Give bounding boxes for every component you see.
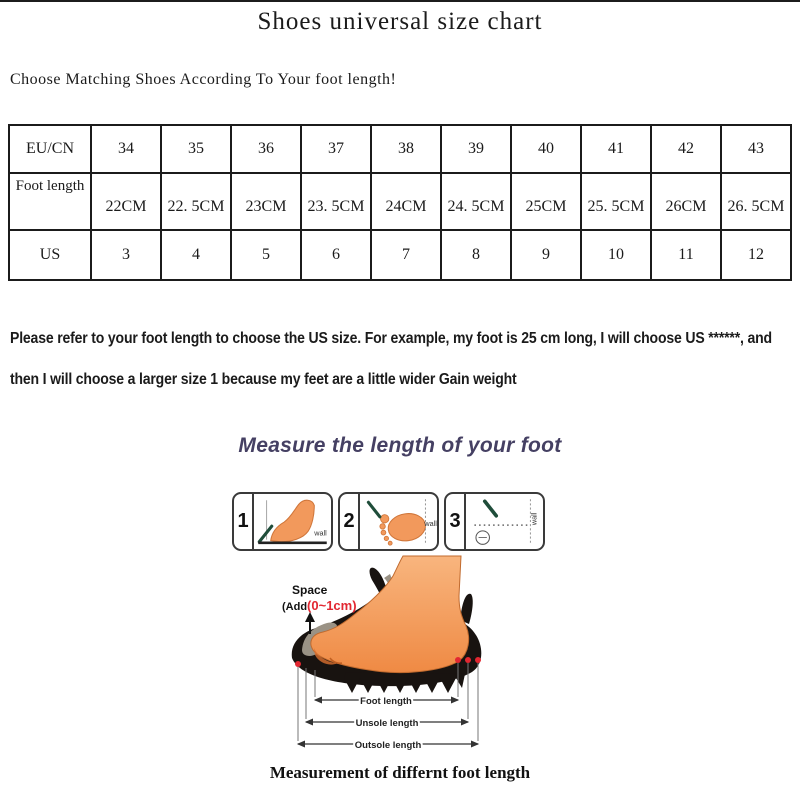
size-cell: 38 bbox=[371, 125, 441, 173]
row-label: EU/CN bbox=[9, 125, 91, 173]
size-cell: 40 bbox=[511, 125, 581, 173]
top-border-line bbox=[0, 0, 800, 2]
table-row bbox=[9, 173, 791, 230]
size-cell: 36 bbox=[231, 125, 301, 173]
step-panel-3 bbox=[444, 492, 545, 551]
size-cell: 39 bbox=[441, 125, 511, 173]
outsole-length-label: Outsole length bbox=[354, 740, 422, 751]
unsole-length-label: Unsole length bbox=[355, 718, 419, 729]
size-cell: 35 bbox=[161, 125, 231, 173]
step-panel-1 bbox=[232, 492, 333, 551]
row-label: US bbox=[9, 230, 91, 280]
size-cell: 25CM bbox=[511, 173, 581, 230]
size-cell: 34 bbox=[91, 125, 161, 173]
heel-dot bbox=[465, 657, 471, 663]
pen-icon bbox=[485, 501, 496, 516]
heel-dot bbox=[455, 657, 461, 663]
space-arrowhead bbox=[305, 612, 315, 622]
size-cell: 3 bbox=[91, 230, 161, 280]
foot-illustration bbox=[311, 556, 469, 673]
step-number: 1 bbox=[237, 510, 249, 532]
wall-label: wall bbox=[424, 519, 437, 529]
size-cell: 6 bbox=[301, 230, 371, 280]
heel-dot bbox=[475, 657, 481, 663]
foot-top-icon bbox=[378, 509, 427, 546]
wall-label: wall bbox=[314, 528, 327, 538]
step1-foot-side-illustration bbox=[254, 494, 331, 549]
page-title: Shoes universal size chart bbox=[257, 8, 543, 35]
size-cell: 11 bbox=[651, 230, 721, 280]
size-cell: 12 bbox=[721, 230, 791, 280]
measure-heading: Measure the length of your foot bbox=[238, 434, 562, 457]
shoe-measurement-diagram bbox=[278, 554, 498, 766]
size-cell: 23. 5CM bbox=[301, 173, 371, 230]
size-table bbox=[8, 124, 792, 281]
table-row bbox=[9, 125, 791, 173]
size-cell: 43 bbox=[721, 125, 791, 173]
measure-steps bbox=[232, 492, 545, 551]
subtitle: Choose Matching Shoes According To Your foot length! bbox=[10, 71, 397, 88]
step-number: 3 bbox=[449, 510, 461, 532]
size-table-body bbox=[9, 125, 791, 280]
foot-side-icon bbox=[271, 500, 315, 542]
size-cell: 42 bbox=[651, 125, 721, 173]
space-range-label: (Add(0~1cm) bbox=[282, 598, 357, 613]
size-cell: 23CM bbox=[231, 173, 301, 230]
size-cell: 5 bbox=[231, 230, 301, 280]
foot-length-label: Foot length bbox=[360, 696, 412, 707]
size-cell: 26. 5CM bbox=[721, 173, 791, 230]
space-label: Space bbox=[292, 583, 328, 597]
wall-label: wall bbox=[529, 512, 539, 526]
size-cell: 4 bbox=[161, 230, 231, 280]
size-cell: 10 bbox=[581, 230, 651, 280]
size-cell: 24CM bbox=[371, 173, 441, 230]
step-number: 2 bbox=[343, 510, 355, 532]
size-cell: 22. 5CM bbox=[161, 173, 231, 230]
size-cell: 22CM bbox=[91, 173, 161, 230]
size-cell: 8 bbox=[441, 230, 511, 280]
pen-icon bbox=[259, 526, 271, 542]
table-row bbox=[9, 230, 791, 280]
row-label: Foot length bbox=[9, 173, 91, 230]
size-cell: 41 bbox=[581, 125, 651, 173]
note-text: Please refer to your foot length to choose the US size. For example, my foot is 25 cm long, I will choose US ******, and then I will choose a larger size 1 because my feet are a little wider Gain weight bbox=[10, 330, 772, 388]
step2-foot-top-illustration bbox=[360, 494, 437, 549]
size-cell: 25. 5CM bbox=[581, 173, 651, 230]
toe-dot bbox=[295, 661, 301, 667]
pen-icon bbox=[368, 502, 379, 517]
size-cell: 24. 5CM bbox=[441, 173, 511, 230]
step3-measure-illustration bbox=[466, 494, 543, 549]
size-cell: 37 bbox=[301, 125, 371, 173]
step-panel-2 bbox=[338, 492, 439, 551]
size-cell: 9 bbox=[511, 230, 581, 280]
size-cell: 26CM bbox=[651, 173, 721, 230]
diagram-caption: Measurement of differnt foot length bbox=[269, 763, 531, 782]
size-cell: 7 bbox=[371, 230, 441, 280]
